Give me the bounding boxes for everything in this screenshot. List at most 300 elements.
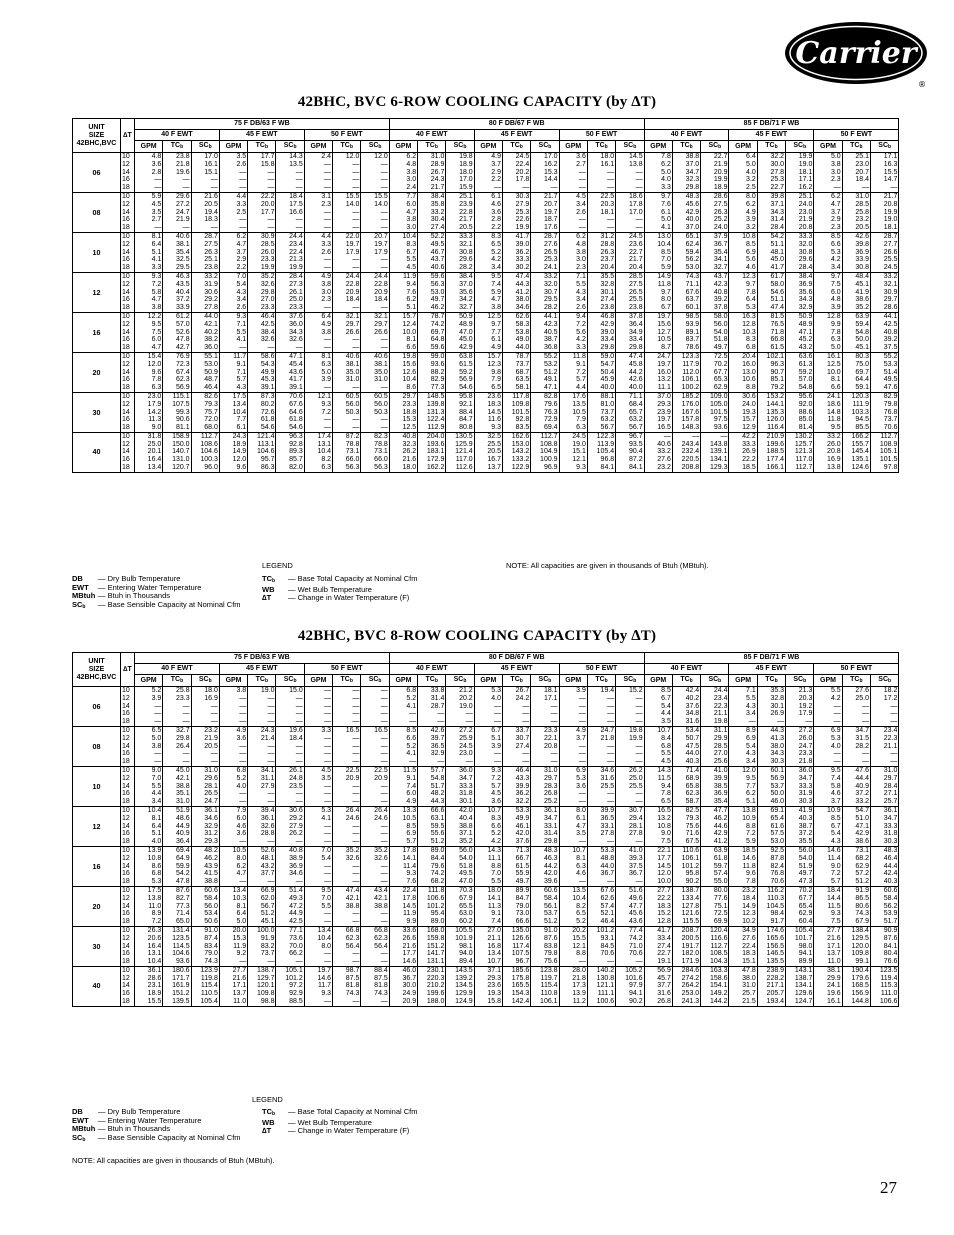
- capacity-cell: 36.0 34.7 33.3 31.8 30.1: [446, 766, 474, 806]
- capacity-cell: 138.7 129.7 120.1 109.8 98.8: [248, 966, 276, 1006]
- capacity-cell: 38.8 37.0 34.7 32.3 29.8: [672, 153, 700, 193]
- capacity-cell: 35.2 32.6 — — —: [361, 846, 389, 886]
- table-row: [73, 312, 899, 352]
- capacity-cell: 77.1 73.6 70.0 66.2 —: [276, 926, 304, 966]
- capacity-cell: 115.1 107.5 99.3 90.6 81.1: [163, 392, 191, 432]
- capacity-cell: 158.9 150.0 140.7 131.0 120.7: [163, 432, 191, 472]
- capacity-cell: 52.6 48.1 43.2 37.7 —: [248, 846, 276, 886]
- capacity-cell: 44.1 42.3 40.5 38.7 36.8: [531, 312, 559, 352]
- capacity-cell: 32.7 29.8 26.4 — —: [163, 726, 191, 766]
- capacity-cell: 204.0 193.6 183.1 172.9 162.2: [418, 432, 446, 472]
- capacity-cell: 63.6 61.3 59.2 57.0 54.8: [786, 352, 814, 392]
- capacity-cell: 27.2 25.9 24.5 23.0 —: [446, 726, 474, 766]
- capacity-cell: 16.5 — — — —: [361, 726, 389, 766]
- capacity-cell: 23.2 21.9 20.5 — —: [191, 726, 219, 766]
- column-header: $SC_b$: [361, 675, 389, 687]
- capacity-cell: 82.8 79.6 76.3 72.9 69.4: [531, 392, 559, 432]
- capacity-cell: 65.1 62.4 59.4 56.2 53.0: [672, 232, 700, 272]
- legend-desc: — Entering Water Temperature: [98, 1115, 202, 1125]
- capacity-cell: 20.2 15.5 12.1 8.8 —: [559, 926, 587, 966]
- capacity-cell: 63.9 61.8 59.7 57.4 55.0: [701, 846, 729, 886]
- delta-t-values: 10 12 14 16 18: [121, 153, 135, 193]
- capacity-cell: 3.1 2.3 — — —: [304, 192, 332, 232]
- capacity-cell: 130.5 125.9 121.4 117.0 112.6: [446, 432, 474, 472]
- capacity-cell: 24.7 19.7 16.0 13.2 11.1: [644, 352, 672, 392]
- column-header: $TC_b$: [248, 675, 276, 687]
- delta-t-header: ∆T: [121, 119, 135, 153]
- capacity-cell: 7.0 5.4 — — —: [304, 846, 332, 886]
- capacity-cell: 15.5 14.0 — — —: [361, 192, 389, 232]
- capacity-cell: 30.7 29.4 28.1 27.8 —: [616, 806, 644, 846]
- capacity-cell: 42.2 33.3 26.9 22.2 18.5: [729, 432, 757, 472]
- delta-t-values: 10 12 14 16 18: [121, 312, 135, 352]
- capacity-cell: 8.5 6.6 5.2 4.1 —: [389, 726, 417, 766]
- capacity-cell: 23.0 17.9 14.2 11.3 9.0: [135, 392, 163, 432]
- capacity-cell: 27.0 21.1 16.8 13.4 10.7: [474, 926, 502, 966]
- column-header: GPM: [559, 141, 587, 153]
- table-title-8row: 42BHC, BVC 8-ROW COOLING CAPACITY (by ∆T): [297, 628, 657, 644]
- capacity-cell: 41.0 39.3 37.5 36.7 —: [616, 846, 644, 886]
- capacity-cell: 116.2 110.3 104.5 98.4 91.7: [757, 886, 785, 926]
- capacity-cell: 31.0 29.7 28.4 27.1 25.7: [870, 766, 898, 806]
- capacity-cell: 4.4 3.3 2.6 — —: [304, 232, 332, 272]
- capacity-cell: 122.3 113.9 105.4 96.8 84.1: [587, 432, 615, 472]
- carrier-logo: [783, 20, 931, 88]
- capacity-cell: — 40.6 33.2 27.6 23.2: [644, 432, 672, 472]
- capacity-cell: 26.7 24.2 — — —: [502, 687, 530, 727]
- capacity-cell: 70.3 67.9 65.5 63.0 60.2: [446, 886, 474, 926]
- svg-text:®: ®: [918, 80, 926, 88]
- capacity-cell: 20.7 19.7 17.9 — —: [361, 232, 389, 272]
- unit-size: 10: [73, 766, 121, 806]
- capacity-cell: 35.5 32.8 30.1 27.4 23.8: [587, 272, 615, 312]
- capacity-cell: 35.2 32.6 — — —: [333, 846, 361, 886]
- capacity-cell: 24.4 23.4 22.3 21.1 19.8: [701, 687, 729, 727]
- ewt-header: 50 F EWT: [814, 130, 899, 141]
- capacity-cell: 39.4 36.1 32.6 28.8 —: [248, 806, 276, 846]
- capacity-cell: 6.5 5.0 3.8 — —: [135, 726, 163, 766]
- capacity-cell: 143.1 138.7 134.1 129.6 124.7: [786, 966, 814, 1006]
- column-header: $SC_b$: [191, 675, 219, 687]
- legend-key: MBtuh: [72, 1124, 96, 1133]
- capacity-cell: 19.9 19.0 18.1 17.1 16.2: [786, 153, 814, 193]
- condition-header: 85 F DB/71 F WB: [644, 653, 899, 664]
- capacity-cell: 32.2 30.0 27.8 25.3 22.7: [757, 153, 785, 193]
- capacity-cell: 18.2 17.2 — — —: [870, 687, 898, 727]
- capacity-cell: 67.6 62.6 57.4 52.1 46.4: [587, 886, 615, 926]
- capacity-cell: 31.0 28.9 26.7 24.3 21.7: [418, 153, 446, 193]
- capacity-cell: 25.1 23.9 22.8 21.7 20.5: [446, 192, 474, 232]
- capacity-cell: 17.5 13.4 10.4 7.7 6.1: [219, 392, 247, 432]
- capacity-cell: 47.7 46.2 44.6 42.9 41.2: [701, 806, 729, 846]
- capacity-cell: 46.4 43.3 39.9 36.2 32.2: [502, 766, 530, 806]
- capacity-cell: 47.1 45.4 43.6 41.7 39.1: [276, 352, 304, 392]
- column-header: $SC_b$: [276, 141, 304, 153]
- capacity-cell: 8.1 6.4 5.1 4.1 3.3: [135, 232, 163, 272]
- capacity-cell: 47.8 38.0 31.0 25.7 21.5: [729, 966, 757, 1006]
- capacity-cell: 53.4 50.7 47.5 44.0 40.3: [672, 726, 700, 766]
- ewt-header: 40 F EWT: [644, 664, 729, 675]
- unit-size: 30: [73, 392, 121, 432]
- capacity-cell: 4.9 3.6 — — —: [219, 726, 247, 766]
- capacity-cell: 91.0 87.4 83.4 79.0 74.3: [191, 926, 219, 966]
- ewt-header: 45 F EWT: [474, 130, 559, 141]
- legend-desc: — Base Total Capacity at Nominal Cfm: [288, 574, 418, 583]
- capacity-cell: 69.1 65.4 61.6 57.5 53.0: [757, 806, 785, 846]
- capacity-cell: 14.6 11.4 9.0 7.2 5.7: [814, 846, 842, 886]
- capacity-cell: 7.7 6.0 4.7 3.8 3.0: [389, 192, 417, 232]
- capacity-cell: 34.7 31.5 28.2 — —: [842, 726, 870, 766]
- ewt-header: 50 F EWT: [304, 130, 389, 141]
- legend-key: $SC_b$: [72, 599, 86, 610]
- column-header: $SC_b$: [191, 141, 219, 153]
- capacity-cell: 30.9 28.5 26.0 23.3 19.9: [248, 232, 276, 272]
- column-header: $TC_b$: [333, 675, 361, 687]
- capacity-cell: 54.2 51.1 48.1 45.0 41.7: [757, 232, 785, 272]
- capacity-cell: — — — — —: [333, 687, 361, 727]
- capacity-cell: 112.7 108.9 105.1 101.5 97.8: [870, 432, 898, 472]
- capacity-cell: 77.4 74.2 71.0 70.6 —: [616, 926, 644, 966]
- column-header: GPM: [474, 675, 502, 687]
- capacity-cell: 33.2 26.0 20.8 16.9 13.8: [814, 432, 842, 472]
- capacity-cell: 28.7 27.5 26.3 25.1 23.8: [191, 232, 219, 272]
- capacity-cell: 14.3 11.1 8.8 7.0 5.5: [474, 846, 502, 886]
- capacity-cell: 162.6 153.0 143.2 133.2 122.9: [502, 432, 530, 472]
- capacity-cell: 96.7 93.5 90.4 87.2 84.1: [616, 432, 644, 472]
- capacity-cell: 13.8 10.9 8.8 7.2 5.9: [729, 806, 757, 846]
- legend-desc: — Btuh in Thousands: [98, 1124, 170, 1133]
- capacity-cell: 9.5 7.4 5.8 4.6 3.7: [814, 766, 842, 806]
- ewt-header: 40 F EWT: [135, 130, 220, 141]
- capacity-cell: 185.6 175.8 165.5 154.3 142.4: [502, 966, 530, 1006]
- column-header: $TC_b$: [418, 141, 446, 153]
- capacity-cell: 26.4 24.6 — — —: [361, 806, 389, 846]
- capacity-cell: 33.3 32.0 30.8 29.6 28.4: [786, 232, 814, 272]
- capacity-cell: 19.6 18.4 — — —: [276, 726, 304, 766]
- legend-title: LEGEND: [252, 1095, 283, 1104]
- legend-title: LEGEND: [262, 561, 293, 570]
- capacity-cell: 38.4 37.0 35.6 34.2 32.7: [446, 272, 474, 312]
- capacity-cell: 5.5 4.2 — — —: [814, 687, 842, 727]
- table-row: [73, 846, 899, 886]
- capacity-cell: 138.7 133.4 127.8 121.6 115.5: [672, 886, 700, 926]
- column-header: GPM: [389, 675, 417, 687]
- unit-size: 08: [73, 726, 121, 766]
- capacity-cell: 6.2 4.8 3.8 3.0 2.3: [559, 232, 587, 272]
- capacity-cell: 12.0 — — — —: [333, 153, 361, 193]
- capacity-cell: 163.3 158.6 154.1 149.2 144.2: [701, 966, 729, 1006]
- unit-size: 20: [73, 352, 121, 392]
- capacity-cell: 36.1 34.6 32.9 31.2 29.3: [191, 806, 219, 846]
- capacity-cell: 33.7 30.7 27.4 — —: [502, 726, 530, 766]
- capacity-cell: 45.0 42.1 38.8 35.1 31.0: [163, 766, 191, 806]
- column-header: $TC_b$: [587, 141, 615, 153]
- capacity-cell: 121.4 113.1 104.6 95.7 86.3: [248, 432, 276, 472]
- column-header: GPM: [389, 141, 417, 153]
- capacity-cell: 10.7 8.1 6.3 4.6 —: [559, 846, 587, 886]
- capacity-cell: 4.9 3.7 2.9 2.2 —: [474, 153, 502, 193]
- capacity-cell: 42.0 40.4 38.8 37.1 35.2: [446, 806, 474, 846]
- delta-t-values: 10 12 14 16 18: [121, 726, 135, 766]
- capacity-cell: 21.7 20.8 19.9 19.0 18.1: [870, 192, 898, 232]
- capacity-cell: 17.8 14.1 11.4 9.3 7.6: [389, 846, 417, 886]
- capacity-cell: 131.4 123.5 114.5 104.6 93.6: [163, 926, 191, 966]
- capacity-cell: 42.6 39.7 36.5 32.9 —: [418, 726, 446, 766]
- legend-key: EWT: [72, 1115, 89, 1125]
- capacity-cell: 87.3 80.2 72.6 61.8 54.6: [248, 392, 276, 432]
- capacity-cell: 208.7 200.5 191.7 182.0 171.9: [672, 926, 700, 966]
- capacity-cell: 82.5 79.3 75.6 71.6 67.5: [672, 806, 700, 846]
- capacity-cell: 14.9 11.8 9.7 8.0 6.7: [644, 272, 672, 312]
- capacity-cell: 13.5 10.4 8.2 6.5 5.2: [559, 886, 587, 926]
- capacity-cell: 35.3 32.8 30.1 26.9 —: [757, 687, 785, 727]
- table-row: [73, 726, 899, 766]
- capacity-cell: 19.8 15.6 12.6 10.4 8.6: [389, 352, 417, 392]
- unit-size: 30: [73, 926, 121, 966]
- capacity-cell: 82.9 79.8 76.8 73.7 70.6: [870, 392, 898, 432]
- column-header: GPM: [135, 141, 163, 153]
- column-header: GPM: [474, 141, 502, 153]
- capacity-cell: 36.1 34.7 33.3 31.8 30.3: [870, 806, 898, 846]
- delta-t-values: 10 12 14 16 18: [121, 886, 135, 926]
- capacity-cell: 3.8 — — — —: [219, 687, 247, 727]
- capacity-cell: 23.4 22.3 21.1 — —: [870, 726, 898, 766]
- delta-t-values: 10 12 14 16 18: [121, 846, 135, 886]
- capacity-cell: 102.1 96.3 90.7 85.1 79.2: [757, 352, 785, 392]
- ewt-header: 45 F EWT: [729, 664, 814, 675]
- unit-size: 08: [73, 192, 121, 232]
- capacity-cell: 9.7 7.5 6.0 4.8 3.9: [814, 272, 842, 312]
- legend-key: $TC_b$: [262, 574, 276, 584]
- capacity-cell: 28.7 27.7 26.6 25.5 24.5: [870, 232, 898, 272]
- table-title-6row: 42BHC, BVC 6-ROW COOLING CAPACITY (by ∆T): [297, 94, 657, 110]
- capacity-cell: 31.1 29.9 28.5 27.0 25.6: [701, 726, 729, 766]
- capacity-cell: 143.5 139.2 134.5 129.9 124.9: [446, 966, 474, 1006]
- capacity-cell: 43.4 42.1 38.8 — —: [361, 886, 389, 926]
- capacity-cell: 105.1 101.2 97.2 92.9 88.5: [276, 966, 304, 1006]
- condition-header: 75 F DB/63 F WB: [135, 119, 390, 130]
- column-header: $TC_b$: [587, 675, 615, 687]
- delta-t-values: 10 12 14 16 18: [121, 806, 135, 846]
- capacity-cell: 10.7 8.4 6.8 5.5 4.5: [644, 726, 672, 766]
- capacity-cell: 80.3 75.0 69.7 64.4 59.1: [842, 352, 870, 392]
- capacity-cell: 16.3 12.8 10.3 8.3 6.8: [729, 312, 757, 352]
- table-row: [73, 926, 899, 966]
- capacity-cell: — 143.8 139.1 134.1 129.3: [701, 432, 729, 472]
- capacity-cell: 25.1 23.0 20.7 18.4 —: [842, 153, 870, 193]
- capacity-cell: 33.2 32.1 30.9 29.7 28.6: [870, 272, 898, 312]
- capacity-cell: 55.2 53.3 51.4 49.5 47.6: [870, 352, 898, 392]
- capacity-cell: 21.6 20.5 19.4 18.3 —: [191, 192, 219, 232]
- capacity-cell: 78.7 74.2 69.7 64.8 59.6: [418, 312, 446, 352]
- ewt-header: 45 F EWT: [219, 664, 304, 675]
- capacity-cell: 66.9 62.0 56.7 51.2 45.1: [248, 886, 276, 926]
- legend-key: MBtuh: [72, 591, 96, 600]
- capacity-cell: 7.9 6.0 4.6 3.6 —: [219, 806, 247, 846]
- capacity-cell: 22.4 17.8 14.5 11.9 9.9: [389, 886, 417, 926]
- capacity-cell: 23.6 18.3 14.5 11.6 9.3: [474, 392, 502, 432]
- table-row: [73, 392, 899, 432]
- column-header: $TC_b$: [163, 675, 191, 687]
- column-header: GPM: [644, 675, 672, 687]
- condition-header: 80 F DB/67 F WB: [389, 653, 644, 664]
- ewt-header: 50 F EWT: [814, 664, 899, 675]
- capacity-cell: 12.0 — — — —: [361, 153, 389, 193]
- delta-t-values: 10 12 14 16 18: [121, 272, 135, 312]
- column-header: $SC_b$: [701, 675, 729, 687]
- legend-desc: — Wet Bulb Temperature: [288, 1117, 372, 1127]
- legend-right: [262, 1108, 418, 1144]
- capacity-cell: 9.0 7.0 5.5 4.4 3.4: [135, 766, 163, 806]
- delta-t-values: 10 12 14 16 18: [121, 766, 135, 806]
- capacity-cell: 166.2 155.7 145.4 135.1 124.6: [842, 432, 870, 472]
- unit-size: 12: [73, 272, 121, 312]
- column-header: $SC_b$: [870, 675, 898, 687]
- capacity-cell: 47.4 44.3 41.2 38.0 34.6: [502, 272, 530, 312]
- capacity-cell: 37.0 29.3 23.9 19.7 16.5: [644, 392, 672, 432]
- capacity-cell: 59.0 54.7 50.4 45.9 40.0: [587, 352, 615, 392]
- legend-key: $TC_b$: [262, 1107, 276, 1117]
- capacity-cell: 130.2 125.7 121.3 117.0 112.7: [786, 432, 814, 472]
- capacity-cell: 15.2 — — — —: [616, 687, 644, 727]
- capacity-cell: 10.4 8.3 6.7 5.5 4.5: [389, 232, 417, 272]
- capacity-cell: 47.4 45.8 44.2 42.6 40.0: [616, 352, 644, 392]
- capacity-cell: 88.4 87.5 81.8 74.3 —: [361, 966, 389, 1006]
- capacity-cell: 24.5 22.4 20.2 17.8 —: [502, 153, 530, 193]
- capacity-cell: 22.5 20.9 — — —: [361, 766, 389, 806]
- legend-key: WB: [262, 584, 275, 594]
- capacity-cell: 33.6 26.6 21.6 17.7 14.6: [389, 926, 417, 966]
- capacity-cell: 284.6 274.2 264.2 253.0 241.3: [672, 966, 700, 1006]
- capacity-cell: 88.1 81.0 73.7 63.2 56.7: [587, 392, 615, 432]
- capacity-cell: 82.3 78.8 73.1 66.0 56.3: [361, 432, 389, 472]
- capacity-cell: 72.5 70.2 67.7 65.3 62.9: [701, 352, 729, 392]
- capacity-cell: 4.9 3.8 3.0 2.3 —: [304, 272, 332, 312]
- capacity-cell: 27.7 22.2 18.3 15.2 12.8: [644, 886, 672, 926]
- legend-key: ∆T: [262, 593, 272, 602]
- unit-size: 16: [73, 312, 121, 352]
- delta-t-values: 10 12 14 16 18: [121, 352, 135, 392]
- capacity-cell: 32.5 25.5 20.5 16.7 13.7: [474, 432, 502, 472]
- legend-item: [72, 601, 262, 612]
- capacity-cell: 3.3 — — — —: [304, 726, 332, 766]
- capacity-cell: 9.4 7.2 5.6 4.2 3.3: [559, 312, 587, 352]
- units-note: NOTE: All capacities are given in thousands of Btuh (MBtuh).: [72, 1156, 275, 1165]
- ewt-header: 45 F EWT: [219, 130, 304, 141]
- capacity-cell: 16.5 13.2 10.8 9.0 7.5: [644, 806, 672, 846]
- capacity-cell: 2.4 — — — —: [304, 153, 332, 193]
- capacity-cell: 123.5 119.4 115.3 111.0 106.6: [870, 966, 898, 1006]
- unit-size: 40: [73, 432, 121, 472]
- capacity-cell: 3.5 2.6 — — —: [219, 153, 247, 193]
- capacity-cell: 7.1 5.5 4.3 3.4 —: [729, 687, 757, 727]
- capacity-cell: 18.0 14.1 11.3 9.1 7.4: [474, 886, 502, 926]
- capacity-cell: 4.8 3.6 2.8 — —: [135, 153, 163, 193]
- column-header: GPM: [135, 675, 163, 687]
- capacity-cell: 17.0 16.1 15.1 — —: [191, 153, 219, 193]
- capacity-cell: 24.3 18.9 14.9 12.0 9.6: [219, 432, 247, 472]
- column-header: $SC_b$: [870, 141, 898, 153]
- capacity-cell: 12.2 9.5 7.5 6.0 4.7: [135, 312, 163, 352]
- capacity-cell: 37.1 29.3 23.6 19.3 15.8: [474, 966, 502, 1006]
- legend-item: [262, 1127, 418, 1136]
- legend: [72, 575, 418, 611]
- capacity-cell: 5.0 3.8 3.0 2.3 —: [814, 153, 842, 193]
- ewt-header: 50 F EWT: [559, 130, 644, 141]
- capacity-cell: 14.3 11.5 9.4 7.8 6.5: [644, 766, 672, 806]
- delta-t-values: 10 12 14 16 18: [121, 392, 135, 432]
- capacity-cell: 51.6 49.6 47.7 45.6 43.6: [616, 886, 644, 926]
- ewt-header: 40 F EWT: [389, 130, 474, 141]
- column-header: $SC_b$: [361, 141, 389, 153]
- ewt-header: 40 F EWT: [644, 130, 729, 141]
- capacity-cell: 6.4 5.0 4.0 3.2 2.5: [729, 153, 757, 193]
- capacity-cell: 24.5 23.6 22.7 21.7 20.4: [616, 232, 644, 272]
- capacity-cell: 148.5 139.8 131.3 122.4 112.9: [418, 392, 446, 432]
- capacity-cell: 22.5 20.9 — — —: [333, 766, 361, 806]
- capacity-cell: 39.8 37.1 34.3 31.4 28.4: [757, 192, 785, 232]
- capacity-cell: 4.5 3.5 — — —: [304, 766, 332, 806]
- column-header: GPM: [304, 675, 332, 687]
- legend: [72, 1108, 418, 1144]
- capacity-cell: 9.5 7.4 5.9 4.7 3.8: [474, 272, 502, 312]
- capacity-cell: 230.1 220.3 210.2 199.6 188.0: [418, 966, 446, 1006]
- capacity-cell: 17.0 16.2 15.3 14.4 —: [531, 153, 559, 193]
- legend-desc: — Change in Water Temperature (F): [288, 1126, 410, 1135]
- capacity-cell: 39.9 36.5 33.1 27.8 —: [587, 806, 615, 846]
- table-row: [73, 153, 899, 193]
- capacity-cell: 27.2 26.0 24.7 23.3 21.8: [786, 726, 814, 766]
- capacity-cell: 89.9 84.7 79.0 73.0 66.6: [502, 886, 530, 926]
- capacity-cell: 33.2 31.9 30.6 29.2 27.8: [191, 272, 219, 312]
- capacity-cell: 6.8 5.2 4.1 — —: [389, 687, 417, 727]
- capacity-cell: 42.6 39.8 36.9 33.9 30.8: [842, 232, 870, 272]
- legend-desc: — Change in Water Temperature (F): [288, 593, 410, 602]
- capacity-cell: 19.8 19.9 — — —: [616, 726, 644, 766]
- unit-size: 16: [73, 846, 121, 886]
- capacity-cell: 38.4 36.9 35.6 34.3 32.9: [786, 272, 814, 312]
- capacity-cell: 17.5 13.8 11.0 8.9 7.2: [135, 886, 163, 926]
- capacity-cell: 13.3 10.5 8.5 6.9 5.7: [389, 806, 417, 846]
- capacity-cell: 34.6 31.6 25.5 — —: [587, 766, 615, 806]
- capacity-cell: 81.5 76.5 71.8 66.8 61.5: [757, 312, 785, 352]
- unit-size: 06: [73, 153, 121, 193]
- capacity-cell: 4.4 3.3 2.5 — —: [219, 192, 247, 232]
- capacity-cell: 28.6 27.5 26.3 25.2 24.0: [701, 192, 729, 232]
- capacity-cell: 78.7 73.7 68.7 63.5 58.1: [502, 352, 530, 392]
- legend-desc: — Btuh in Thousands: [98, 591, 170, 600]
- capacity-cell: 23.3 22.1 20.8 — —: [531, 726, 559, 766]
- capacity-cell: 44.3 41.3 38.0 34.3 30.3: [757, 726, 785, 766]
- legend-desc: — Base Sensible Capacity at Nominal Cfm: [98, 1132, 241, 1142]
- units-note: NOTE: All capacities are given in thousands of Btuh (MBtuh).: [506, 561, 709, 570]
- capacity-cell: 27.7 21.6 17.1 13.7 11.0: [814, 926, 842, 966]
- capacity-cell: 91.9 86.5 80.6 74.3 67.9: [842, 886, 870, 926]
- legend-desc: — Wet Bulb Temperature: [288, 584, 372, 594]
- column-header: $SC_b$: [701, 141, 729, 153]
- capacity-cell: 76.9 72.3 67.4 62.3 56.9: [163, 352, 191, 392]
- capacity-cell: 185.2 176.0 167.6 157.8 148.3: [672, 392, 700, 432]
- column-header: $TC_b$: [163, 141, 191, 153]
- capacity-cell: 4.9 3.7 — — —: [559, 726, 587, 766]
- capacity-cell: 18.0 16.1 — — —: [587, 153, 615, 193]
- capacity-cell: 123.3 117.9 112.0 106.1 100.2: [672, 352, 700, 392]
- capacity-cell: 17.1 16.3 15.5 14.7 —: [870, 153, 898, 193]
- capacity-cell: 26.3 20.6 16.4 13.1 10.4: [135, 926, 163, 966]
- capacity-cell: 13.4 10.4 8.0 — —: [304, 926, 332, 966]
- capacity-cell: 37.9 36.7 35.4 34.1 32.7: [701, 232, 729, 272]
- capacity-cell: 153.2 144.1 135.3 126.0 116.4: [757, 392, 785, 432]
